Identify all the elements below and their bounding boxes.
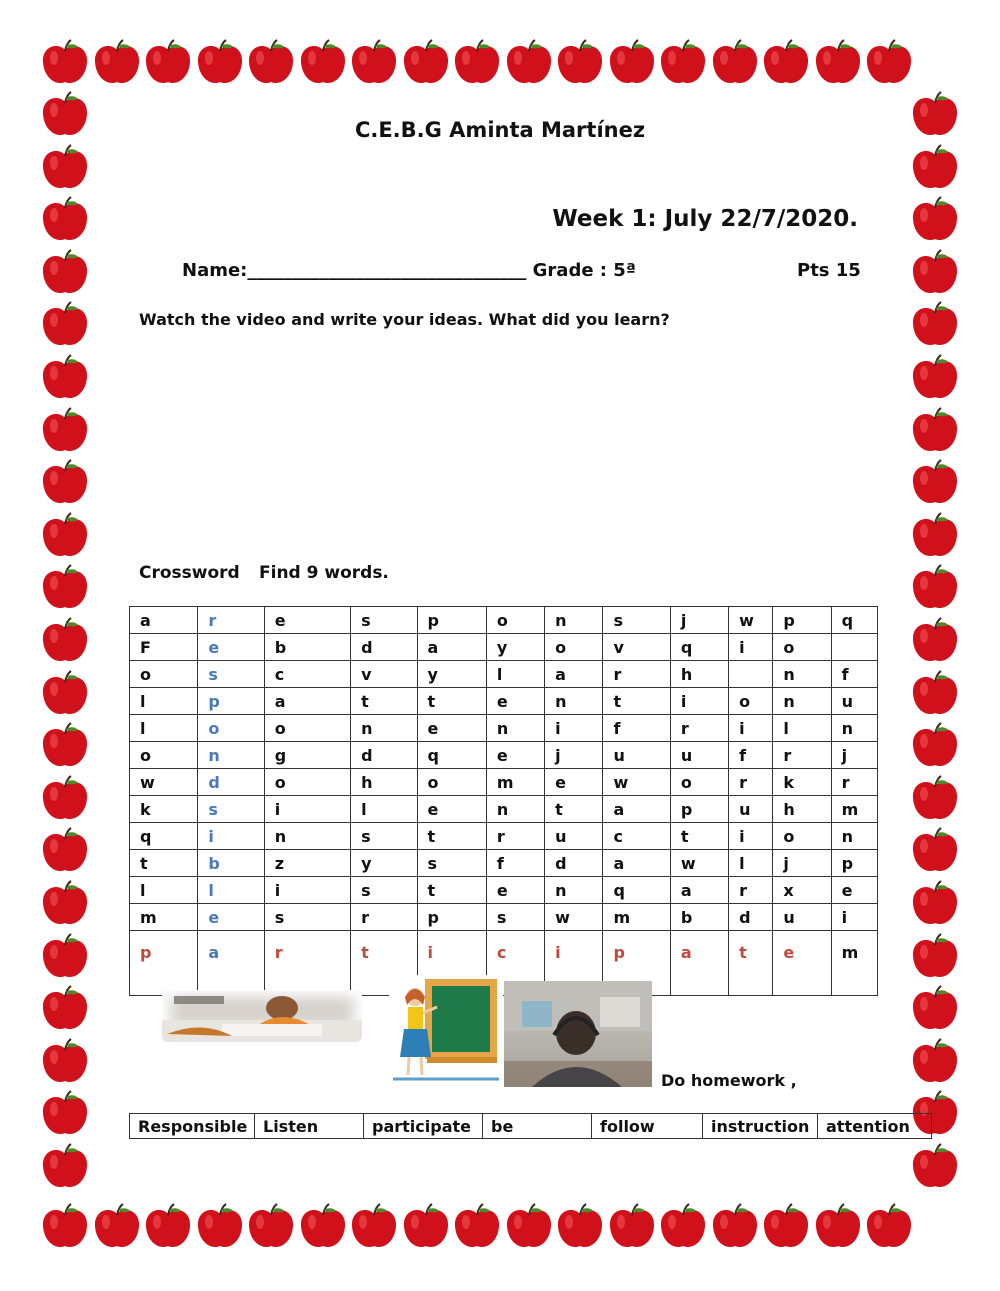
grid-cell: s	[603, 607, 670, 634]
grid-cell: o	[670, 769, 728, 796]
grid-cell: l	[130, 877, 198, 904]
apple-icon	[910, 300, 960, 350]
student-writing-photo	[162, 990, 362, 1042]
grid-cell: p	[773, 607, 831, 634]
grid-cell: e	[773, 931, 831, 996]
grid-row	[130, 742, 878, 769]
apple-icon	[40, 458, 90, 508]
grid-row	[130, 877, 878, 904]
grid-cell: o	[264, 769, 350, 796]
grid-cell: j	[773, 850, 831, 877]
grid-cell: i	[670, 688, 728, 715]
grid-cell: c	[486, 931, 544, 996]
grid-cell: x	[773, 877, 831, 904]
apple-icon	[401, 1202, 451, 1252]
grid-cell: a	[264, 688, 350, 715]
apple-icon	[607, 1202, 657, 1252]
apple-icon	[452, 38, 502, 88]
student-computer-photo	[504, 981, 652, 1087]
grid-cell: s	[351, 823, 417, 850]
grid-cell: m	[603, 904, 670, 931]
grid-cell: w	[729, 607, 773, 634]
word-bank-item: be	[483, 1114, 592, 1139]
grid-cell: m	[130, 904, 198, 931]
apple-icon	[910, 616, 960, 666]
grid-cell: i	[729, 823, 773, 850]
grid-cell: i	[545, 931, 603, 996]
grid-cell: c	[603, 823, 670, 850]
grid-cell: j	[831, 742, 877, 769]
grid-cell: d	[351, 742, 417, 769]
grid-cell: w	[130, 769, 198, 796]
grid-cell: f	[729, 742, 773, 769]
grid-cell: r	[773, 742, 831, 769]
apple-icon	[40, 248, 90, 298]
grid-cell: q	[417, 742, 486, 769]
apple-icon	[710, 1202, 760, 1252]
word-bank-item: instruction	[703, 1114, 818, 1139]
grid-cell: s	[351, 877, 417, 904]
grid-cell: e	[264, 607, 350, 634]
grid-cell: n	[773, 688, 831, 715]
grid-cell: a	[603, 850, 670, 877]
apple-icon	[40, 511, 90, 561]
grid-cell: o	[545, 634, 603, 661]
grid-cell: n	[198, 742, 264, 769]
grid-cell: i	[417, 931, 486, 996]
grid-cell: e	[417, 715, 486, 742]
apple-icon	[555, 1202, 605, 1252]
grid-cell: n	[831, 715, 877, 742]
grid-cell: o	[264, 715, 350, 742]
grid-cell: o	[773, 634, 831, 661]
grid-cell: s	[198, 661, 264, 688]
grid-cell: r	[729, 769, 773, 796]
grid-cell: i	[264, 796, 350, 823]
apple-icon	[40, 1089, 90, 1139]
grid-cell: e	[486, 877, 544, 904]
grid-cell: t	[417, 688, 486, 715]
grid-cell: o	[417, 769, 486, 796]
word-bank-item: attention	[818, 1114, 932, 1139]
apple-icon	[143, 1202, 193, 1252]
grid-cell: m	[831, 931, 877, 996]
apple-icon	[298, 38, 348, 88]
grid-cell: h	[670, 661, 728, 688]
grid-cell: t	[130, 850, 198, 877]
apple-icon	[298, 1202, 348, 1252]
grid-cell: s	[417, 850, 486, 877]
grid-row	[130, 688, 878, 715]
grid-row	[130, 607, 878, 634]
grid-cell: t	[729, 931, 773, 996]
teacher-board-illustration	[389, 975, 503, 1087]
grid-cell: i	[545, 715, 603, 742]
word-bank-item: follow	[592, 1114, 703, 1139]
grid-cell: q	[130, 823, 198, 850]
grid-cell: f	[831, 661, 877, 688]
apple-icon	[710, 38, 760, 88]
grid-cell: p	[670, 796, 728, 823]
grid-cell: q	[670, 634, 728, 661]
apple-icon	[910, 774, 960, 824]
apple-icon	[40, 1202, 90, 1252]
grid-cell: s	[264, 904, 350, 931]
grid-cell: y	[417, 661, 486, 688]
grid-cell: e	[198, 634, 264, 661]
apple-icon	[40, 774, 90, 824]
grid-cell: t	[417, 823, 486, 850]
grid-cell: o	[130, 661, 198, 688]
grid-cell: j	[670, 607, 728, 634]
week-date: Week 1: July 22/7/2020.	[552, 206, 858, 232]
grid-cell: l	[130, 688, 198, 715]
school-title: C.E.B.G Aminta Martínez	[354, 118, 646, 142]
grid-cell: e	[831, 877, 877, 904]
apple-icon	[40, 563, 90, 613]
apple-icon	[910, 932, 960, 982]
apple-icon	[607, 38, 657, 88]
grid-cell: t	[603, 688, 670, 715]
grid-cell: F	[130, 634, 198, 661]
apple-icon	[910, 511, 960, 561]
apple-icon	[910, 721, 960, 771]
grid-cell: h	[773, 796, 831, 823]
grid-cell: n	[773, 661, 831, 688]
grid-cell: p	[831, 850, 877, 877]
grid-cell: s	[351, 607, 417, 634]
grid-cell: w	[545, 904, 603, 931]
grid-cell: a	[198, 931, 264, 996]
grid-cell: r	[831, 769, 877, 796]
apple-icon	[40, 38, 90, 88]
apple-icon	[195, 1202, 245, 1252]
apple-icon	[40, 616, 90, 666]
grid-cell: p	[130, 931, 198, 996]
grid-cell: p	[417, 904, 486, 931]
grid-cell: f	[486, 850, 544, 877]
grid-cell: m	[831, 796, 877, 823]
homework-caption: Do homework ,	[661, 1071, 797, 1090]
name-grade-line: Name:_______________________________ Grade : 5ª	[182, 260, 636, 281]
apple-icon	[504, 38, 554, 88]
grid-cell: y	[351, 850, 417, 877]
grid-row	[130, 850, 878, 877]
word-bank-item: Listen	[255, 1114, 364, 1139]
grid-cell: t	[670, 823, 728, 850]
apple-icon	[40, 353, 90, 403]
grid-cell: r	[729, 877, 773, 904]
grid-cell: u	[831, 688, 877, 715]
grid-row	[130, 823, 878, 850]
grid-cell: t	[545, 796, 603, 823]
grid-cell: u	[670, 742, 728, 769]
grid-cell: i	[729, 715, 773, 742]
grid-cell: e	[486, 742, 544, 769]
grid-row	[130, 661, 878, 688]
grid-cell: n	[545, 688, 603, 715]
grid-cell: i	[831, 904, 877, 931]
apple-icon	[910, 984, 960, 1034]
grid-cell: a	[670, 877, 728, 904]
grid-cell: l	[130, 715, 198, 742]
apple-icon	[40, 932, 90, 982]
grid-cell: j	[545, 742, 603, 769]
grid-cell: y	[486, 634, 544, 661]
word-bank-item: participate	[364, 1114, 483, 1139]
grid-cell: e	[486, 688, 544, 715]
grid-cell: z	[264, 850, 350, 877]
grid-cell: n	[351, 715, 417, 742]
grid-cell: r	[486, 823, 544, 850]
grid-cell: n	[545, 877, 603, 904]
points-label: Pts 15	[797, 260, 861, 281]
crossword-label: Crossword	[139, 563, 240, 583]
grid-cell: a	[130, 607, 198, 634]
apple-icon	[910, 458, 960, 508]
apple-icon	[40, 1142, 90, 1192]
apple-icon	[40, 1037, 90, 1087]
apple-icon	[504, 1202, 554, 1252]
word-bank-item: Responsible	[130, 1114, 255, 1139]
grid-cell: n	[545, 607, 603, 634]
apple-icon	[910, 1142, 960, 1192]
grid-cell: e	[417, 796, 486, 823]
video-instruction: Watch the video and write your ideas. What did you learn?	[139, 310, 670, 329]
grid-cell: d	[351, 634, 417, 661]
apple-icon	[910, 563, 960, 613]
grid-row	[130, 904, 878, 931]
grid-cell: l	[351, 796, 417, 823]
grid-cell: b	[264, 634, 350, 661]
apple-icon	[246, 1202, 296, 1252]
grid-cell: l	[198, 877, 264, 904]
apple-icon	[40, 300, 90, 350]
grid-cell	[729, 661, 773, 688]
apple-icon	[40, 879, 90, 929]
grid-cell: r	[198, 607, 264, 634]
grid-row	[130, 796, 878, 823]
apple-icon	[40, 195, 90, 245]
grid-cell: k	[773, 769, 831, 796]
apple-icon	[555, 38, 605, 88]
grid-cell: q	[603, 877, 670, 904]
grid-cell: p	[417, 607, 486, 634]
apple-icon	[910, 669, 960, 719]
grid-cell: f	[603, 715, 670, 742]
grid-cell: o	[130, 742, 198, 769]
apple-icon	[40, 143, 90, 193]
grid-row	[130, 634, 878, 661]
grid-cell: d	[545, 850, 603, 877]
apple-icon	[401, 38, 451, 88]
apple-icon	[40, 984, 90, 1034]
grid-cell: l	[729, 850, 773, 877]
grid-cell: n	[486, 796, 544, 823]
apple-icon	[813, 1202, 863, 1252]
apple-icon	[864, 38, 914, 88]
grid-cell: e	[198, 904, 264, 931]
grid-cell: s	[486, 904, 544, 931]
grid-cell: i	[729, 634, 773, 661]
grid-cell: p	[603, 931, 670, 996]
grid-cell: w	[603, 769, 670, 796]
grid-cell: u	[603, 742, 670, 769]
grid-cell: a	[417, 634, 486, 661]
grid-cell: m	[486, 769, 544, 796]
apple-icon	[910, 195, 960, 245]
apple-icon	[452, 1202, 502, 1252]
apple-icon	[195, 38, 245, 88]
grid-cell: n	[831, 823, 877, 850]
apple-icon	[864, 1202, 914, 1252]
grid-cell: d	[198, 769, 264, 796]
grid-cell: u	[729, 796, 773, 823]
apple-icon	[349, 38, 399, 88]
apple-icon	[143, 38, 193, 88]
apple-icon	[910, 1037, 960, 1087]
grid-row	[130, 769, 878, 796]
apple-icon	[40, 826, 90, 876]
grid-cell: u	[773, 904, 831, 931]
grid-cell: o	[729, 688, 773, 715]
apple-icon	[910, 143, 960, 193]
grid-cell: i	[198, 823, 264, 850]
grid-cell: l	[773, 715, 831, 742]
grid-cell: b	[670, 904, 728, 931]
grid-cell: p	[198, 688, 264, 715]
grid-cell: r	[670, 715, 728, 742]
grid-cell: c	[264, 661, 350, 688]
grid-cell: u	[545, 823, 603, 850]
grid-cell: r	[603, 661, 670, 688]
grid-cell: k	[130, 796, 198, 823]
grid-cell: r	[351, 904, 417, 931]
grid-cell: o	[486, 607, 544, 634]
grid-cell: n	[264, 823, 350, 850]
apple-icon	[761, 38, 811, 88]
word-search-grid	[129, 606, 878, 996]
grid-row	[130, 715, 878, 742]
grid-cell: t	[417, 877, 486, 904]
grid-cell: q	[831, 607, 877, 634]
apple-icon	[40, 721, 90, 771]
apple-icon	[40, 406, 90, 456]
grid-cell: g	[264, 742, 350, 769]
apple-icon	[40, 669, 90, 719]
grid-cell: l	[486, 661, 544, 688]
apple-icon	[813, 38, 863, 88]
apple-icon	[910, 248, 960, 298]
grid-cell: i	[264, 877, 350, 904]
apple-icon	[246, 38, 296, 88]
grid-cell: a	[670, 931, 728, 996]
grid-cell: h	[351, 769, 417, 796]
apple-icon	[92, 38, 142, 88]
grid-cell: b	[198, 850, 264, 877]
apple-icon	[92, 1202, 142, 1252]
grid-cell: v	[351, 661, 417, 688]
crossword-task: Find 9 words.	[259, 563, 389, 583]
grid-cell: d	[729, 904, 773, 931]
apple-icon	[910, 353, 960, 403]
grid-cell: t	[351, 931, 417, 996]
grid-cell	[831, 634, 877, 661]
grid-cell: t	[351, 688, 417, 715]
grid-cell: o	[198, 715, 264, 742]
grid-cell: e	[545, 769, 603, 796]
word-bank	[129, 1113, 932, 1139]
grid-cell: r	[264, 931, 350, 996]
apple-icon	[910, 406, 960, 456]
grid-cell: a	[603, 796, 670, 823]
apple-icon	[658, 1202, 708, 1252]
apple-icon	[910, 826, 960, 876]
grid-cell: w	[670, 850, 728, 877]
apple-icon	[910, 879, 960, 929]
grid-cell: a	[545, 661, 603, 688]
grid-cell: n	[486, 715, 544, 742]
grid-cell: s	[198, 796, 264, 823]
apple-icon	[658, 38, 708, 88]
apple-icon	[761, 1202, 811, 1252]
grid-cell: v	[603, 634, 670, 661]
apple-icon	[349, 1202, 399, 1252]
grid-cell: o	[773, 823, 831, 850]
